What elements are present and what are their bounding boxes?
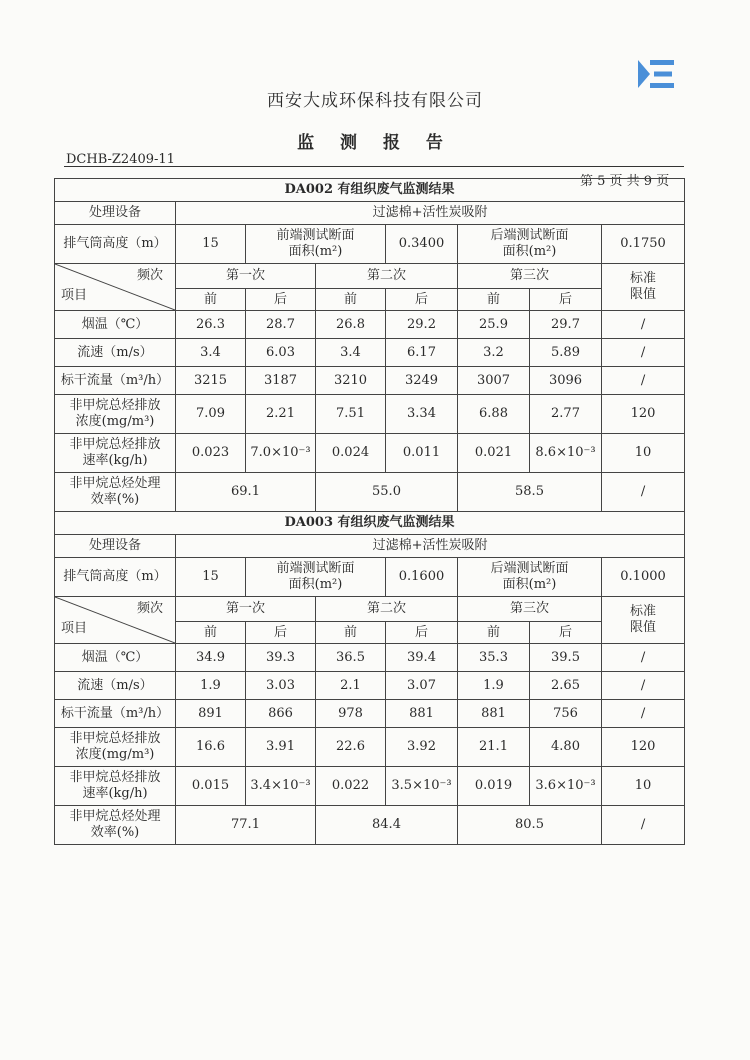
data-cell: 6.17 xyxy=(386,339,458,367)
section-title-row xyxy=(55,512,685,535)
data-row xyxy=(55,367,685,395)
front-area-label: 前端测试断面 面积(m²) xyxy=(246,225,386,264)
run1-header: 第一次 xyxy=(176,597,316,622)
section-title: DA002 有组织废气监测结果 xyxy=(55,179,685,202)
section-title: DA003 有组织废气监测结果 xyxy=(55,512,685,535)
data-cell: 891 xyxy=(176,700,246,728)
data-cell: 7.0×10⁻³ xyxy=(246,434,316,473)
data-cell: 29.2 xyxy=(386,311,458,339)
data-row xyxy=(55,339,685,367)
data-cell: 0.011 xyxy=(386,434,458,473)
data-row xyxy=(55,311,685,339)
document-code: DCHB-Z2409-11 xyxy=(66,152,175,167)
section-title-row xyxy=(55,179,685,202)
data-cell: 3.2 xyxy=(458,339,530,367)
efficiency-value: 80.5 xyxy=(458,806,602,845)
run3-header: 第三次 xyxy=(458,597,602,622)
row-label: 非甲烷总烃排放 浓度(mg/m³) xyxy=(55,395,176,434)
before-header: 前 xyxy=(316,289,386,311)
report-tables xyxy=(54,178,684,845)
equipment-row xyxy=(55,535,685,558)
data-cell: 3.4×10⁻³ xyxy=(246,767,316,806)
efficiency-value: 55.0 xyxy=(316,473,458,512)
rear-area-value: 0.1750 xyxy=(602,225,685,264)
data-row xyxy=(55,700,685,728)
run1-header: 第一次 xyxy=(176,264,316,289)
data-row xyxy=(55,672,685,700)
equipment-value: 过滤棉+活性炭吸附 xyxy=(176,535,685,558)
data-cell: 0.024 xyxy=(316,434,386,473)
front-area-value: 0.1600 xyxy=(386,558,458,597)
after-header: 后 xyxy=(386,289,458,311)
data-cell: 0.015 xyxy=(176,767,246,806)
row-label: 非甲烷总烃排放 浓度(mg/m³) xyxy=(55,728,176,767)
limit-cell: / xyxy=(602,367,685,395)
limit-cell: / xyxy=(602,700,685,728)
data-cell: 26.3 xyxy=(176,311,246,339)
data-cell: 8.6×10⁻³ xyxy=(530,434,602,473)
data-cell: 3.03 xyxy=(246,672,316,700)
data-cell: 7.09 xyxy=(176,395,246,434)
data-cell: 756 xyxy=(530,700,602,728)
data-cell: 28.7 xyxy=(246,311,316,339)
before-header: 前 xyxy=(176,289,246,311)
data-cell: 6.88 xyxy=(458,395,530,434)
limit-header: 标准 限值 xyxy=(602,597,685,644)
data-cell: 3007 xyxy=(458,367,530,395)
data-cell: 3.6×10⁻³ xyxy=(530,767,602,806)
row-label: 烟温（℃） xyxy=(55,644,176,672)
data-cell: 6.03 xyxy=(246,339,316,367)
efficiency-value: 69.1 xyxy=(176,473,316,512)
data-cell: 34.9 xyxy=(176,644,246,672)
frequency-item-header xyxy=(55,597,176,644)
data-cell: 21.1 xyxy=(458,728,530,767)
efficiency-value: 84.4 xyxy=(316,806,458,845)
equipment-value: 过滤棉+活性炭吸附 xyxy=(176,202,685,225)
data-cell: 22.6 xyxy=(316,728,386,767)
data-cell: 1.9 xyxy=(458,672,530,700)
company-name: 西安大成环保科技有限公司 xyxy=(267,91,483,111)
data-row xyxy=(55,728,685,767)
equipment-label: 处理设备 xyxy=(55,535,176,558)
after-header: 后 xyxy=(530,622,602,644)
data-cell: 25.9 xyxy=(458,311,530,339)
data-cell: 29.7 xyxy=(530,311,602,339)
run2-header: 第二次 xyxy=(316,597,458,622)
limit-cell: / xyxy=(602,672,685,700)
data-cell: 3096 xyxy=(530,367,602,395)
data-cell: 39.4 xyxy=(386,644,458,672)
data-cell: 0.023 xyxy=(176,434,246,473)
row-label: 烟温（℃） xyxy=(55,311,176,339)
page-number: 第 5 页 共 9 页 xyxy=(580,174,670,189)
data-cell: 35.3 xyxy=(458,644,530,672)
rear-area-label: 后端测试断面 面积(m²) xyxy=(458,558,602,597)
row-label: 非甲烷总烃排放 速率(kg/h) xyxy=(55,767,176,806)
data-cell: 3.91 xyxy=(246,728,316,767)
run-header-row xyxy=(55,264,685,289)
data-row xyxy=(55,644,685,672)
after-header: 后 xyxy=(246,622,316,644)
data-cell: 26.8 xyxy=(316,311,386,339)
data-cell: 3.34 xyxy=(386,395,458,434)
efficiency-limit: / xyxy=(602,473,685,512)
report-title: 监 测 报 告 xyxy=(297,133,453,153)
row-label: 流速（m/s） xyxy=(55,339,176,367)
data-cell: 3249 xyxy=(386,367,458,395)
stack-row xyxy=(55,225,685,264)
data-cell: 36.5 xyxy=(316,644,386,672)
data-cell: 3.92 xyxy=(386,728,458,767)
data-cell: 866 xyxy=(246,700,316,728)
data-cell: 4.80 xyxy=(530,728,602,767)
stack-height-value: 15 xyxy=(176,225,246,264)
data-cell: 39.5 xyxy=(530,644,602,672)
data-cell: 881 xyxy=(386,700,458,728)
data-cell: 978 xyxy=(316,700,386,728)
equipment-row xyxy=(55,202,685,225)
frequency-label: 频次 xyxy=(136,268,163,283)
row-label: 流速（m/s） xyxy=(55,672,176,700)
frequency-item-header xyxy=(55,264,176,311)
run3-header: 第三次 xyxy=(458,264,602,289)
data-cell: 1.9 xyxy=(176,672,246,700)
data-cell: 2.1 xyxy=(316,672,386,700)
data-cell: 5.89 xyxy=(530,339,602,367)
item-label: 项目 xyxy=(61,621,88,636)
data-cell: 3215 xyxy=(176,367,246,395)
before-header: 前 xyxy=(458,289,530,311)
monitoring-table xyxy=(54,178,685,845)
data-cell: 3.5×10⁻³ xyxy=(386,767,458,806)
data-cell: 39.3 xyxy=(246,644,316,672)
efficiency-value: 77.1 xyxy=(176,806,316,845)
data-cell: 2.21 xyxy=(246,395,316,434)
limit-cell: / xyxy=(602,644,685,672)
after-header: 后 xyxy=(246,289,316,311)
data-cell: 3.4 xyxy=(176,339,246,367)
equipment-label: 处理设备 xyxy=(55,202,176,225)
row-label: 标干流量（m³/h） xyxy=(55,700,176,728)
limit-cell: 120 xyxy=(602,728,685,767)
data-cell: 3187 xyxy=(246,367,316,395)
run2-header: 第二次 xyxy=(316,264,458,289)
data-cell: 0.021 xyxy=(458,434,530,473)
data-cell: 3210 xyxy=(316,367,386,395)
efficiency-label: 非甲烷总烃处理 效率(%) xyxy=(55,806,176,845)
stack-row xyxy=(55,558,685,597)
limit-cell: 10 xyxy=(602,767,685,806)
header-divider xyxy=(64,166,684,167)
stack-height-label: 排气筒高度（m） xyxy=(55,225,176,264)
before-header: 前 xyxy=(176,622,246,644)
limit-header: 标准 限值 xyxy=(602,264,685,311)
rear-area-label: 后端测试断面 面积(m²) xyxy=(458,225,602,264)
row-label: 非甲烷总烃排放 速率(kg/h) xyxy=(55,434,176,473)
data-cell: 7.51 xyxy=(316,395,386,434)
data-cell: 0.022 xyxy=(316,767,386,806)
stack-height-value: 15 xyxy=(176,558,246,597)
limit-cell: / xyxy=(602,339,685,367)
stack-height-label: 排气筒高度（m） xyxy=(55,558,176,597)
efficiency-label: 非甲烷总烃处理 效率(%) xyxy=(55,473,176,512)
efficiency-row xyxy=(55,473,685,512)
after-header: 后 xyxy=(530,289,602,311)
data-cell: 2.77 xyxy=(530,395,602,434)
frequency-label: 频次 xyxy=(136,601,163,616)
item-label: 项目 xyxy=(61,288,88,303)
data-cell: 3.07 xyxy=(386,672,458,700)
data-row xyxy=(55,395,685,434)
data-cell: 881 xyxy=(458,700,530,728)
before-header: 前 xyxy=(458,622,530,644)
before-header: 前 xyxy=(316,622,386,644)
row-label: 标干流量（m³/h） xyxy=(55,367,176,395)
data-row xyxy=(55,434,685,473)
data-cell: 0.019 xyxy=(458,767,530,806)
data-cell: 2.65 xyxy=(530,672,602,700)
front-area-label: 前端测试断面 面积(m²) xyxy=(246,558,386,597)
run-header-row xyxy=(55,597,685,622)
limit-cell: / xyxy=(602,311,685,339)
data-row xyxy=(55,767,685,806)
limit-cell: 10 xyxy=(602,434,685,473)
efficiency-value: 58.5 xyxy=(458,473,602,512)
rear-area-value: 0.1000 xyxy=(602,558,685,597)
front-area-value: 0.3400 xyxy=(386,225,458,264)
efficiency-limit: / xyxy=(602,806,685,845)
efficiency-row xyxy=(55,806,685,845)
data-cell: 16.6 xyxy=(176,728,246,767)
limit-cell: 120 xyxy=(602,395,685,434)
data-cell: 3.4 xyxy=(316,339,386,367)
after-header: 后 xyxy=(386,622,458,644)
